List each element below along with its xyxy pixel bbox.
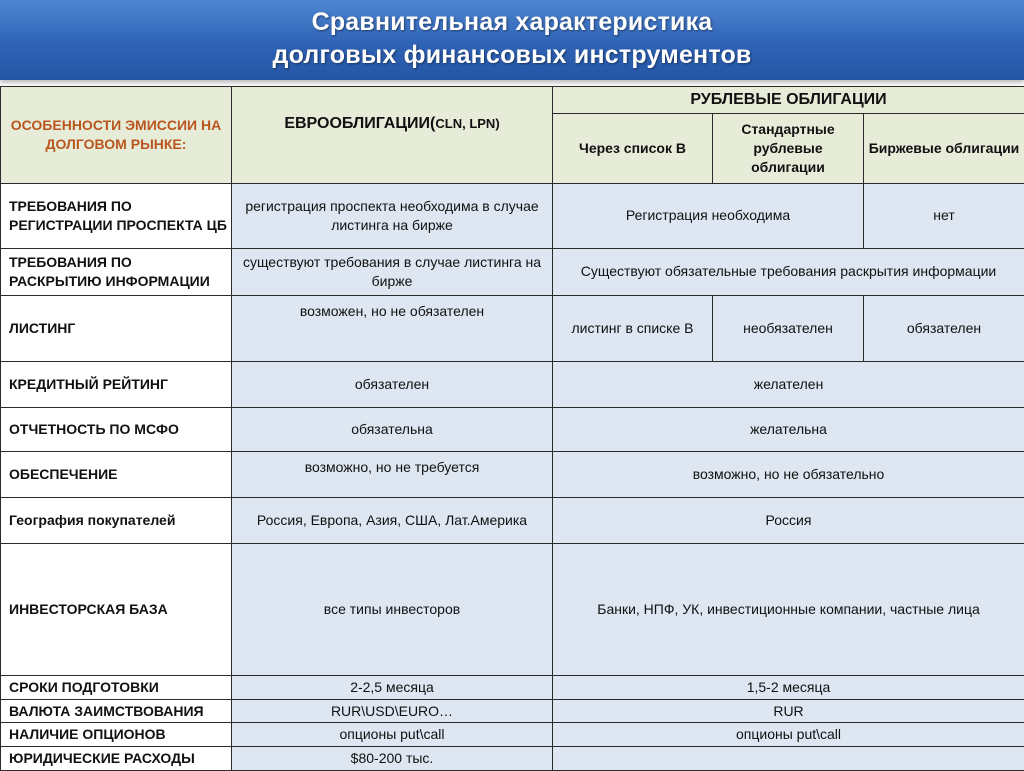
- ruble-bonds-header: РУБЛЕВЫЕ ОБЛИГАЦИИ: [553, 87, 1024, 114]
- slide-header: [0, 0, 1024, 80]
- row-label-ifrs: ОТЧЕТНОСТЬ ПО МСФО: [1, 407, 232, 451]
- table-row: [1, 723, 1024, 747]
- subheader-list-b: Через список В: [553, 113, 713, 183]
- row-label-disclosure: ТРЕБОВАНИЯ ПО РАСКРЫТИЮ ИНФОРМАЦИИ: [1, 248, 232, 295]
- cell-listing-standard: необязателен: [713, 295, 864, 361]
- cell-prep-time-rub: 1,5-2 месяца: [553, 675, 1024, 699]
- table-row: [1, 451, 1024, 497]
- cell-investors-euro: все типы инвесторов: [232, 543, 553, 675]
- table-row: [1, 183, 1024, 248]
- title-line-2: долговых финансовых инструментов: [0, 41, 1024, 70]
- eurobonds-header: [232, 87, 553, 184]
- comparison-table: [0, 86, 1024, 771]
- eurobonds-header-note: CLN, LPN): [435, 116, 499, 131]
- table-row: [1, 361, 1024, 407]
- cell-legal-euro: $80-200 тыс.: [232, 747, 553, 771]
- row-label-collateral: ОБЕСПЕЧЕНИЕ: [1, 451, 232, 497]
- row-label-currency: ВАЛЮТА ЗАИМСТВОВАНИЯ: [1, 699, 232, 723]
- cell-prep-time-euro: 2-2,5 месяца: [232, 675, 553, 699]
- cell-listing-euro: возможен, но не обязателен: [232, 295, 553, 361]
- cell-registration-euro: регистрация проспекта необходима в случае листинга на бирже: [232, 183, 553, 248]
- cell-disclosure-euro: существуют требования в случае листинга на бирже: [232, 248, 553, 295]
- cell-currency-euro: RUR\USD\EURO…: [232, 699, 553, 723]
- row-label-listing: ЛИСТИНГ: [1, 295, 232, 361]
- eurobonds-header-label: ЕВРООБЛИГАЦИИ(: [284, 115, 435, 132]
- table-row: [1, 543, 1024, 675]
- cell-listing-list-b: листинг в списке В: [553, 295, 713, 361]
- table-row: [1, 747, 1024, 771]
- cell-geography-euro: Россия, Европа, Азия, США, Лат.Америка: [232, 497, 553, 543]
- row-label-options: НАЛИЧИЕ ОПЦИОНОВ: [1, 723, 232, 747]
- cell-registration-rub: Регистрация необходима: [553, 183, 864, 248]
- cell-rating-euro: обязателен: [232, 361, 553, 407]
- subheader-exchange-bonds: Биржевые облигации: [864, 113, 1024, 183]
- row-label-rating: КРЕДИТНЫЙ РЕЙТИНГ: [1, 361, 232, 407]
- cell-investors-rub: Банки, НПФ, УК, инвестиционные компании, частные лица: [553, 543, 1024, 675]
- header-row-1: [1, 87, 1024, 114]
- title-line-1: Сравнительная характеристика: [0, 8, 1024, 37]
- corner-header: ОСОБЕННОСТИ ЭМИССИИ НА ДОЛГОВОМ РЫНКЕ:: [1, 87, 232, 184]
- cell-currency-rub: RUR: [553, 699, 1024, 723]
- table-row: [1, 699, 1024, 723]
- table-row: [1, 675, 1024, 699]
- cell-geography-rub: Россия: [553, 497, 1024, 543]
- cell-legal-rub: [553, 747, 1024, 771]
- subheader-standard-bonds: Стандартные рублевые облигации: [713, 113, 864, 183]
- row-label-investors: ИНВЕСТОРСКАЯ БАЗА: [1, 543, 232, 675]
- cell-options-euro: опционы put\call: [232, 723, 553, 747]
- cell-disclosure-rub: Существуют обязательные требования раскрытия информации: [553, 248, 1024, 295]
- table-row: [1, 295, 1024, 361]
- row-label-geography: География покупателей: [1, 497, 232, 543]
- table-row: [1, 407, 1024, 451]
- row-label-prep-time: СРОКИ ПОДГОТОВКИ: [1, 675, 232, 699]
- cell-collateral-euro: возможно, но не требуется: [232, 451, 553, 497]
- comparison-table-wrapper: [0, 86, 1024, 771]
- cell-ifrs-rub: желательна: [553, 407, 1024, 451]
- cell-options-rub: опционы put\call: [553, 723, 1024, 747]
- table-row: [1, 248, 1024, 295]
- cell-collateral-rub: возможно, но не обязательно: [553, 451, 1024, 497]
- row-label-legal: ЮРИДИЧЕСКИЕ РАСХОДЫ: [1, 747, 232, 771]
- cell-ifrs-euro: обязательна: [232, 407, 553, 451]
- cell-listing-exchange: обязателен: [864, 295, 1024, 361]
- table-row: [1, 497, 1024, 543]
- cell-rating-rub: желателен: [553, 361, 1024, 407]
- cell-registration-exchange: нет: [864, 183, 1024, 248]
- row-label-registration: ТРЕБОВАНИЯ ПО РЕГИСТРАЦИИ ПРОСПЕКТА ЦБ: [1, 183, 232, 248]
